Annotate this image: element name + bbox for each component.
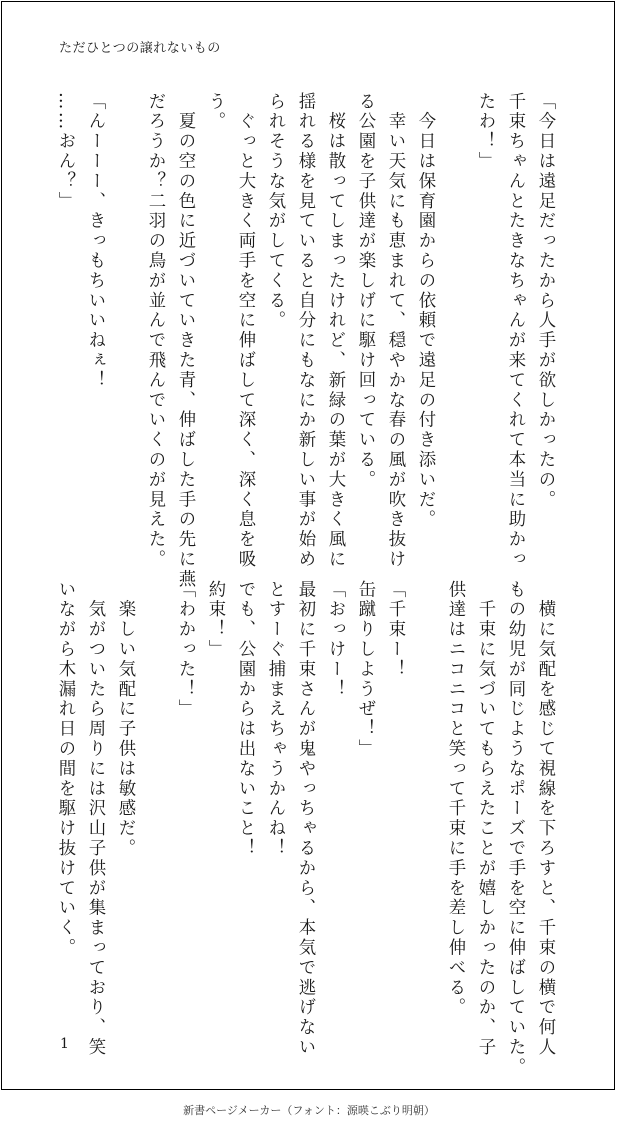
bottom-text-line: いながら木漏れ日の間を駆け抜けていく。 bbox=[55, 580, 75, 959]
top-text-line: る公園を子供達が楽しげに駆け回っている。 bbox=[355, 92, 375, 490]
top-text-line: だろうか？二羽の鳥が並んで飛んでいくのが見えた。 bbox=[145, 92, 165, 570]
bottom-text-line: とすーぐ捕まえちゃうかんね！ bbox=[265, 580, 285, 859]
bottom-text-line: もの幼児が同じようなポーズで手を空に伸ばしていた。 bbox=[505, 580, 525, 1078]
bottom-text-line: 缶蹴りしようぜ！」 bbox=[355, 580, 375, 760]
top-text-line bbox=[440, 92, 470, 532]
bottom-text-line: 「わかった！」 bbox=[175, 580, 195, 720]
bottom-text-line: 気がついたら周りには沢山子供が集まっており、笑 bbox=[85, 580, 105, 1058]
top-text-line: 「んーーー、きっもちいいねぇ！ bbox=[85, 92, 105, 391]
top-text-line: られそうな気がしてくる。 bbox=[265, 92, 285, 331]
bottom-text-line: 千束に気づいてもらえたことが嬉しかったのか、子 bbox=[475, 580, 495, 1058]
bottom-text-line: でも、公園からは出ないこと！ bbox=[235, 580, 255, 859]
top-text-line: ぐっと大きく両手を空に伸ばして深く、深く息を吸 bbox=[235, 92, 255, 570]
top-text-line: 今日は保育園からの依頼で遠足の付き添いだ。 bbox=[415, 92, 435, 530]
top-text-line: ……おん？」 bbox=[55, 92, 75, 212]
bottom-text-line: 供達はニコニコと笑って千束に手を差し伸べる。 bbox=[445, 580, 465, 1018]
bottom-text-line: 楽しい気配に子供は敏感だ。 bbox=[115, 580, 135, 859]
top-text-line: 桜は散ってしまったけれど、新緑の葉が大きく風に bbox=[325, 92, 345, 570]
top-text-line: 千束ちゃんとたきなちゃんが来てくれて本当に助かっ bbox=[505, 92, 525, 570]
bottom-text-line: 最初に千束さんが鬼やっちゃるから、本気で逃げない bbox=[295, 580, 315, 1058]
top-text-block bbox=[50, 92, 560, 590]
top-text-line: たわ！」 bbox=[475, 92, 495, 172]
bottom-text-line: 約束！」 bbox=[205, 580, 225, 660]
page-number: 1 bbox=[60, 1036, 69, 1052]
top-text-line: 揺れる様を見ていると自分にもなにか新しい事が始め bbox=[295, 92, 315, 570]
bottom-text-line bbox=[140, 580, 170, 1020]
bottom-text-line: 「おっけー！ bbox=[325, 580, 345, 700]
bottom-text-line bbox=[410, 580, 440, 1020]
bottom-text-line: 横に気配を感じて視線を下ろすと、千束の横で何人 bbox=[535, 580, 555, 1058]
book-title: ただひとつの譲れないもの bbox=[59, 41, 221, 56]
top-text-line: 夏の空の色に近づいていきた青、伸ばした手の先に燕 bbox=[175, 92, 195, 590]
footer-caption: 新書ページメーカー（フォント：源暎こぶり明朝） bbox=[183, 1104, 435, 1117]
top-text-line bbox=[110, 92, 140, 532]
top-text-line: 幸い天気にも恵まれて、穏やかな春の風が吹き抜け bbox=[385, 92, 405, 570]
top-text-line: う。 bbox=[205, 92, 225, 132]
bottom-text-block bbox=[50, 580, 560, 1078]
top-text-line: 「今日は遠足だったから人手が欲しかったの。 bbox=[535, 92, 555, 510]
bottom-text-line: 「千束ー！ bbox=[385, 580, 405, 680]
